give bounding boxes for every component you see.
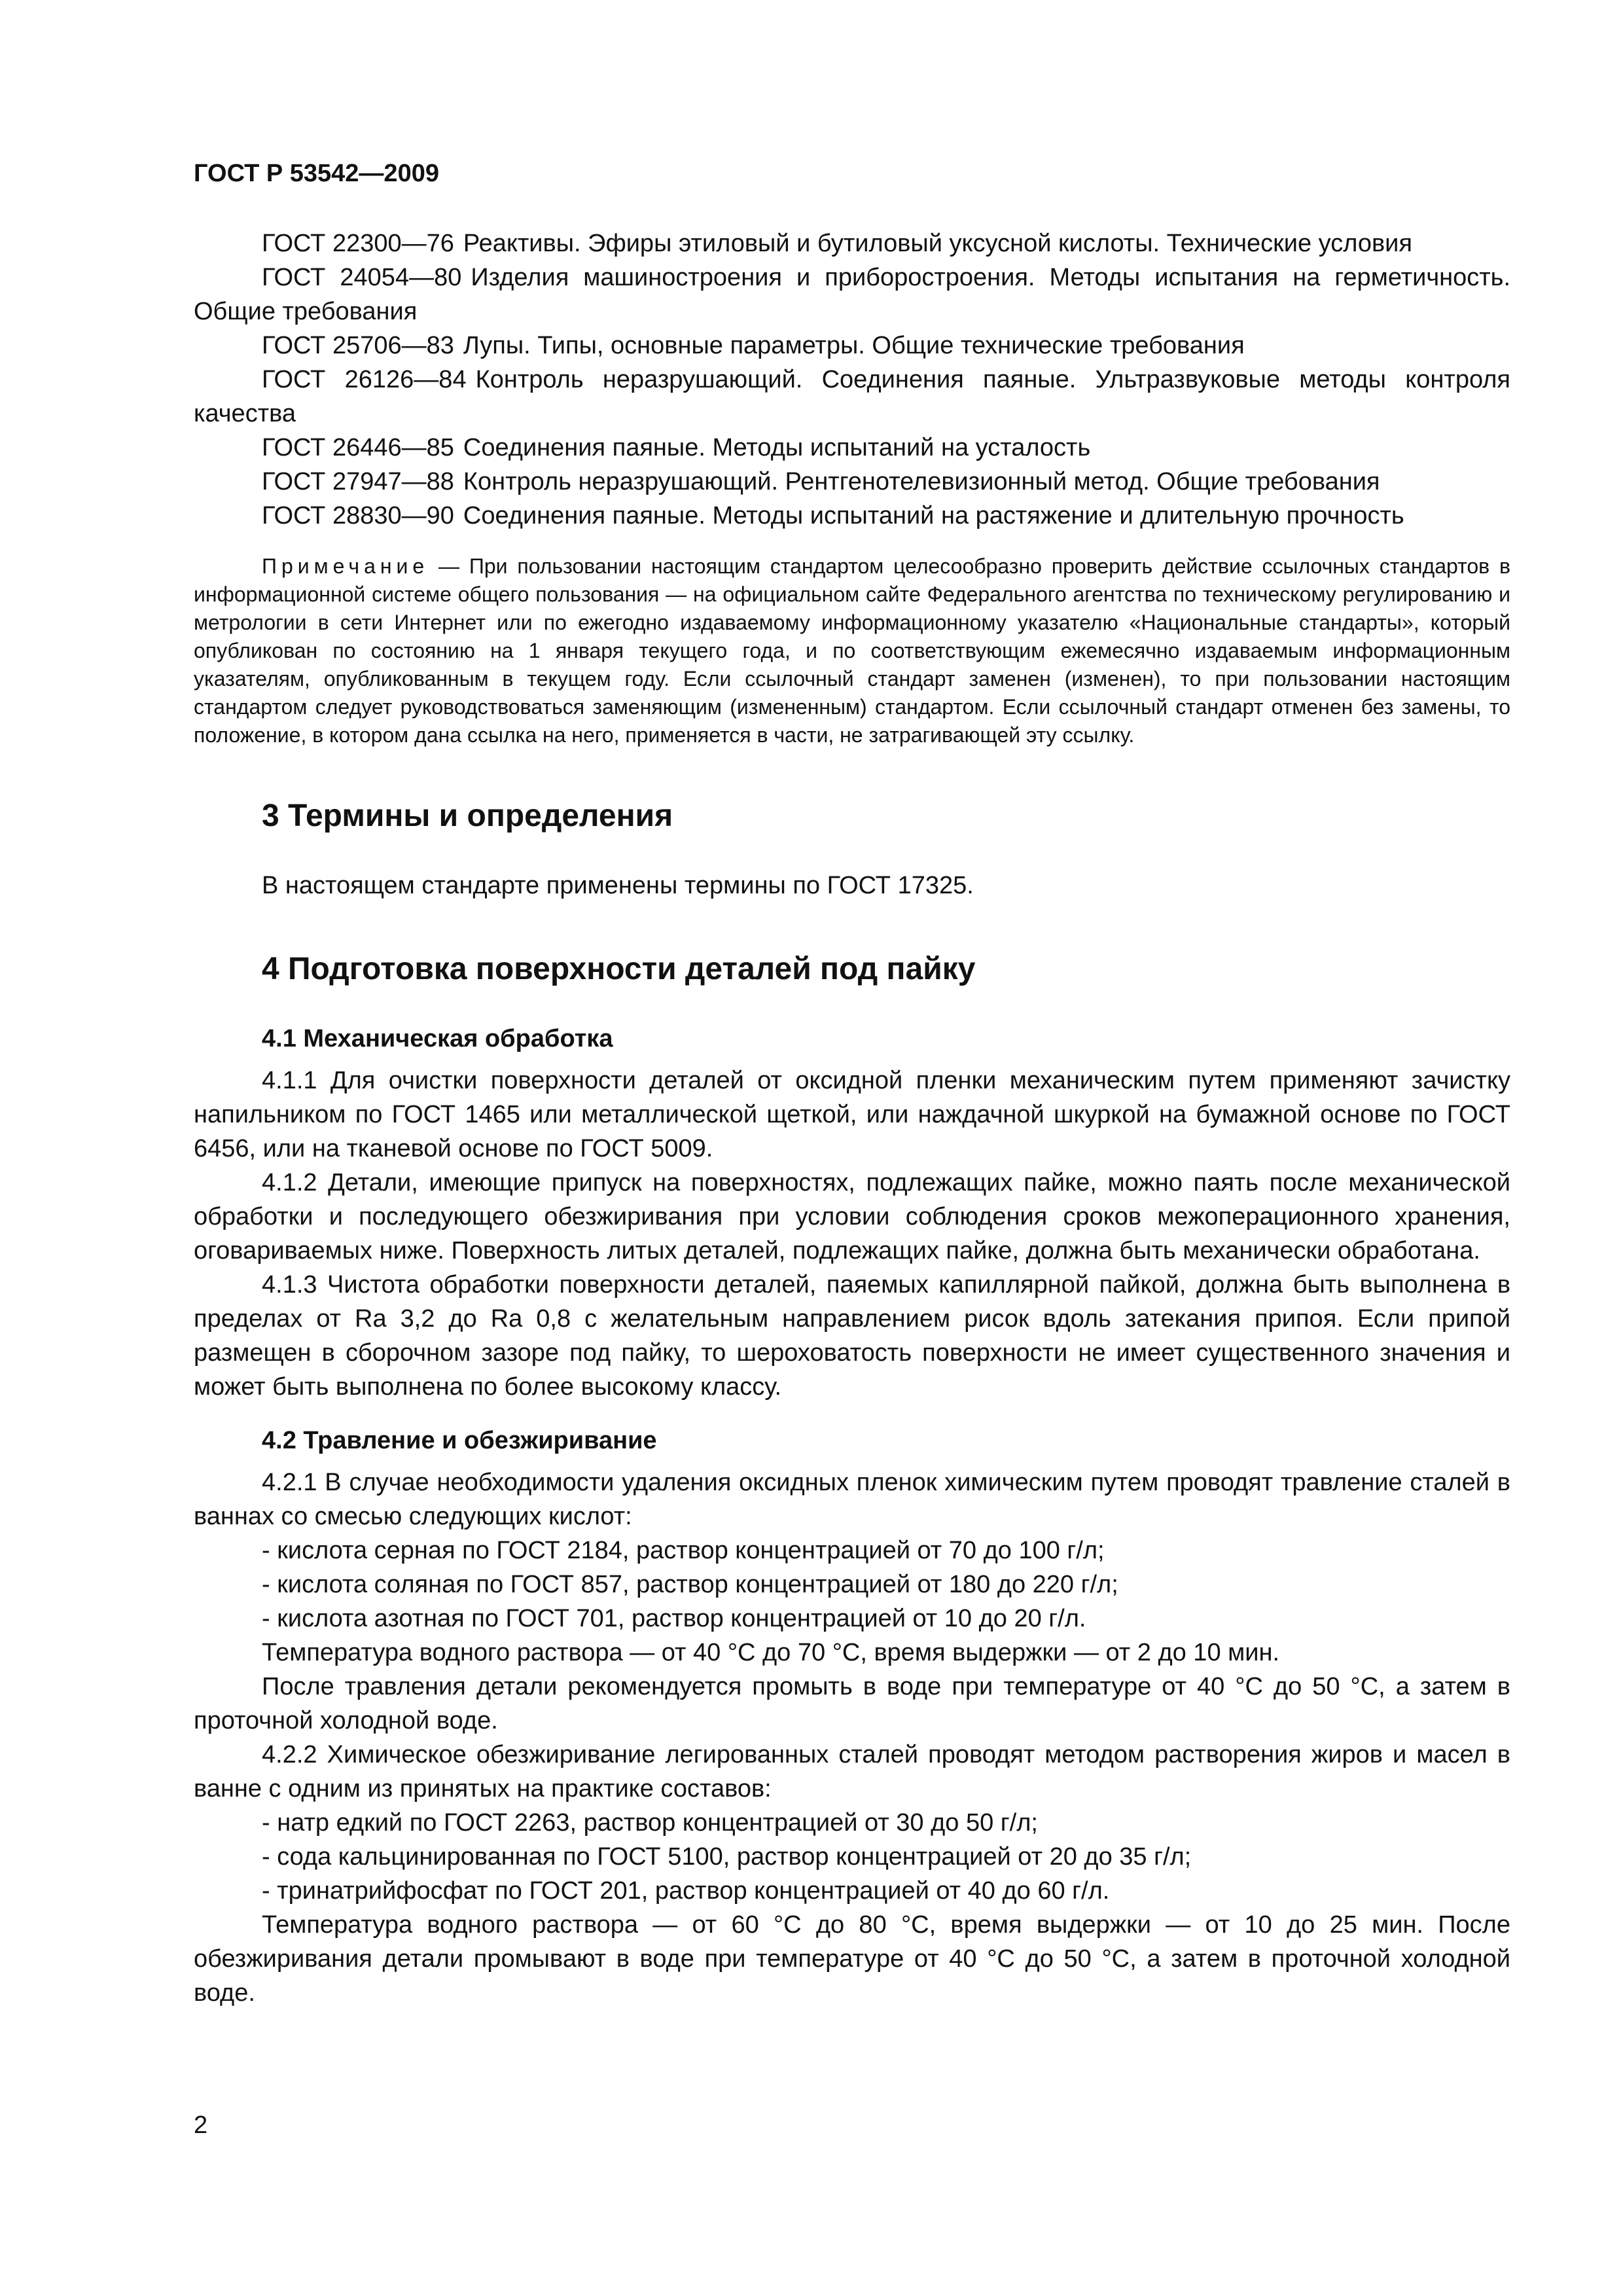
paragraph: Температура водного раствора — от 60 °С до 80 °С, время выдержки — от 10 до 25 мин. После обезжиривания детали промывают в воде при температуре от 40 °С до 50 °С, а затем в проточной холодной воде. xyxy=(194,1911,1510,2007)
subsection-4-2-body xyxy=(194,1465,1510,2010)
list-item: - тринатрийфосфат по ГОСТ 201, раствор концентрацией от 40 до 60 г/л. xyxy=(262,1877,1110,1905)
list-item: - кислота серная по ГОСТ 2184, раствор концентрацией от 70 до 100 г/л; xyxy=(262,1537,1105,1564)
subsection-4-2-heading: 4.2 Травление и обезжиривание xyxy=(262,1427,657,1454)
paragraph: Температура водного раствора — от 40 °С до 70 °С, время выдержки — от 2 до 10 мин. xyxy=(262,1639,1280,1666)
reference-code: ГОСТ 27947—88 xyxy=(262,468,454,495)
reference-code: ГОСТ 24054—80 xyxy=(262,264,462,291)
paragraph: После травления детали рекомендуется промыть в воде при температуре от 40 °С до 50 °С, а затем в проточной холодной воде. xyxy=(194,1673,1510,1734)
reference-code: ГОСТ 26446—85 xyxy=(262,434,454,461)
reference-item xyxy=(194,431,1510,465)
note-label: Примечание xyxy=(262,554,429,578)
reference-item xyxy=(194,363,1510,431)
reference-code: ГОСТ 25706—83 xyxy=(262,332,454,359)
references-list xyxy=(194,226,1510,533)
reference-title: Изделия машиностроения и приборостроения. Методы испытания на герметичность. Общие требования xyxy=(194,264,1510,325)
reference-code: ГОСТ 28830—90 xyxy=(262,502,454,529)
paragraph: 4.2.2 Химическое обезжиривание легированных сталей проводят методом растворения жиров и масел в ванне с одним из принятых на практике составов: xyxy=(194,1741,1510,1803)
list-item: - натр едкий по ГОСТ 2263, раствор концентрацией от 30 до 50 г/л; xyxy=(262,1809,1038,1837)
paragraph: 4.1.3 Чистота обработки поверхности деталей, паяемых капиллярной пайкой, должна быть выполнена в пределах от Ra 3,2 до Ra 0,8 с желательным направлением рисок вдоль затекания припоя. Если припой размещен в сборочном зазоре под пайку, то шероховатость поверхности не имеет существенного значения и может быть выполнена по более высокому классу. xyxy=(194,1271,1510,1401)
section-3-text: В настоящем стандарте применены термины по ГОСТ 17325. xyxy=(262,872,974,899)
reference-title: Лупы. Типы, основные параметры. Общие технические требования xyxy=(463,332,1245,359)
list-item: - сода кальцинированная по ГОСТ 5100, раствор концентрацией от 20 до 35 г/л; xyxy=(262,1843,1192,1871)
reference-item xyxy=(194,329,1510,363)
document-page xyxy=(194,157,1510,2010)
reference-title: Реактивы. Эфиры этиловый и бутиловый уксусной кислоты. Технические условия xyxy=(463,230,1412,257)
reference-code: ГОСТ 22300—76 xyxy=(262,230,454,257)
reference-item xyxy=(194,226,1510,260)
subsection-4-1-body xyxy=(194,1064,1510,1404)
document-code-header: ГОСТ Р 53542—2009 xyxy=(194,160,439,187)
reference-item xyxy=(194,499,1510,533)
section-3-heading: 3 Термины и определения xyxy=(262,798,673,833)
list-item: - кислота соляная по ГОСТ 857, раствор концентрацией от 180 до 220 г/л; xyxy=(262,1571,1118,1598)
paragraph: 4.2.1 В случае необходимости удаления оксидных пленок химическим путем проводят травление сталей в ваннах со смесью следующих кислот: xyxy=(194,1469,1510,1530)
note-text: — При пользовании настоящим стандартом целесообразно проверить действие ссылочных стандартов в информационной системе общего пользования — на официальном сайте Федерального агентства по техническому регулированию и метрологии в сети Интернет или по ежегодно издаваемому информационному указателю «Национальные стандарты», который опубликован по состоянию на 1 января текущего года, и по соответствующим ежемесячно издаваемым информационным указателям, опубликованным в текущем году. Если ссылочный стандарт заменен (изменен), то при пользовании настоящим стандартом следует руководствоваться заменяющим (измененным) стандартом. Если ссылочный стандарт отменен без замены, то положение, в котором дана ссылка на него, применяется в части, не затрагивающей эту ссылку. xyxy=(194,554,1510,747)
paragraph: 4.1.1 Для очистки поверхности деталей от оксидной пленки механическим путем применяют зачистку напильником по ГОСТ 1465 или металлической щеткой, или наждачной шкуркой на бумажной основе по ГОСТ 6456, или на тканевой основе по ГОСТ 5009. xyxy=(194,1067,1510,1162)
reference-code: ГОСТ 26126—84 xyxy=(262,366,467,393)
list-item: - кислота азотная по ГОСТ 701, раствор концентрацией от 10 до 20 г/л. xyxy=(262,1605,1086,1632)
reference-item xyxy=(194,260,1510,329)
page-number: 2 xyxy=(194,2111,208,2139)
reference-title: Соединения паяные. Методы испытаний на растяжение и длительную прочность xyxy=(463,502,1404,529)
reference-title: Контроль неразрушающий. Соединения паяные. Ультразвуковые методы контроля качества xyxy=(194,366,1510,427)
reference-title: Соединения паяные. Методы испытаний на усталость xyxy=(463,434,1091,461)
reference-item xyxy=(194,465,1510,499)
reference-title: Контроль неразрушающий. Рентгенотелевизионный метод. Общие требования xyxy=(463,468,1380,495)
paragraph: 4.1.2 Детали, имеющие припуск на поверхностях, подлежащих пайке, можно паять после механической обработки и последующего обезжиривания при условии соблюдения сроков межоперационного хранения, оговариваемых ниже. Поверхность литых деталей, подлежащих пайке, должна быть механически обработана. xyxy=(194,1169,1510,1265)
subsection-4-1-heading: 4.1 Механическая обработка xyxy=(262,1025,613,1052)
section-4-heading: 4 Подготовка поверхности деталей под пайку xyxy=(262,952,976,986)
note-paragraph xyxy=(194,552,1510,749)
